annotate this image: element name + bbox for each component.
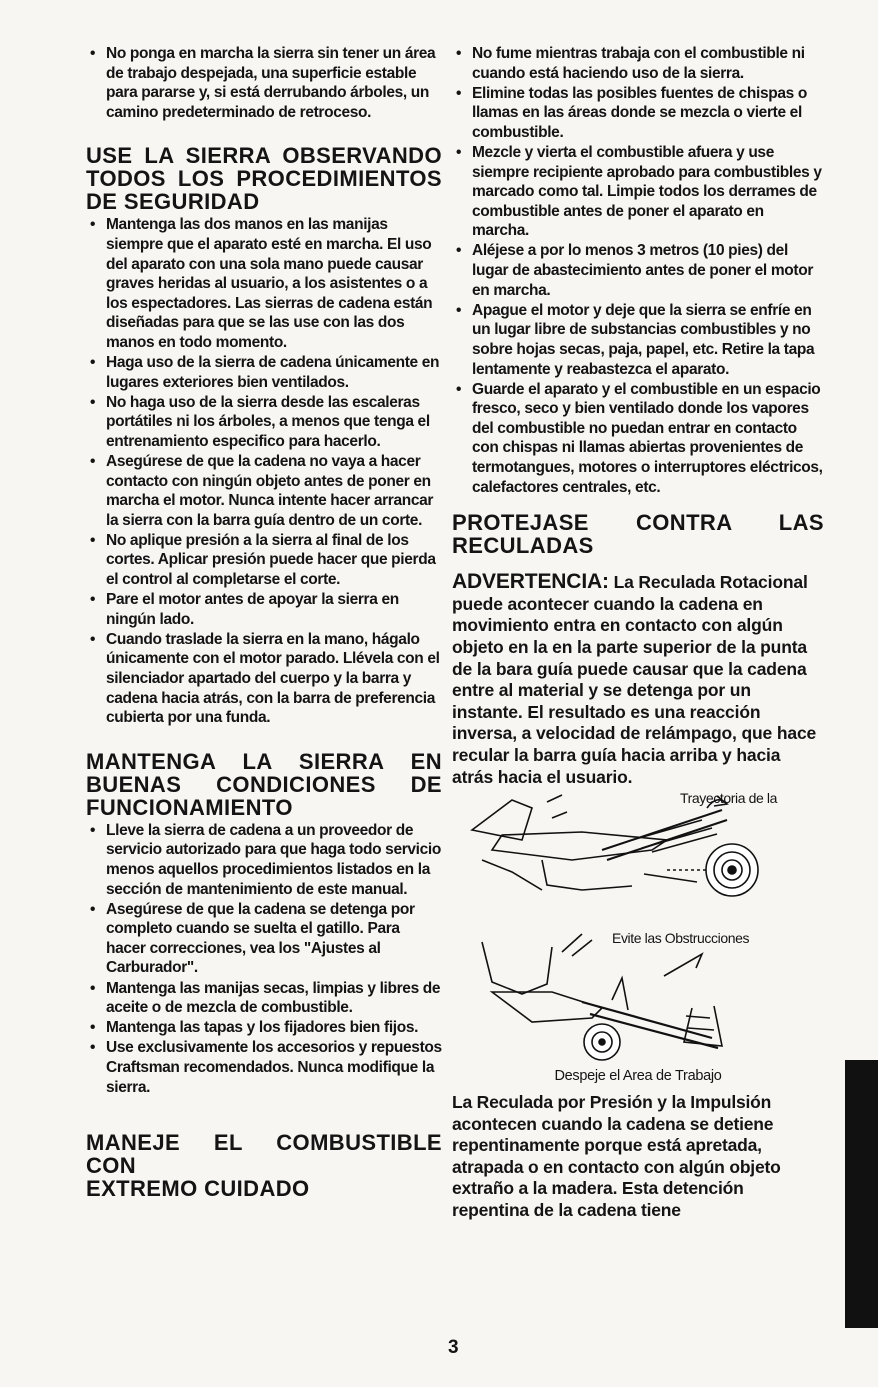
list-item: • Aléjese a por lo menos 3 metros (10 pies) del lugar de abastecimiento antes de poner el motor en marcha.: [452, 241, 824, 300]
list-item: • Asegúrese de que la cadena se detenga por completo cuando se suelta el gatillo. Para hacer correcciones, vea los "Ajustes al Carburador".: [86, 900, 442, 978]
section-heading-maintain: MANTENGA LA SIERRA EN BUENAS CONDICIONES DE FUNCIONAMIENTO: [86, 748, 442, 820]
page-number: 3: [448, 1337, 459, 1358]
list-item: • Apague el motor y deje que la sierra se enfríe en un lugar libre de substancias combustibles y no sobre hojas secas, paja, papel, etc. Retire la tapa lentamente y reabastezca el aparato.: [452, 301, 824, 379]
left-column: [86, 44, 442, 1202]
section-heading-kickback: PROTEJASE CONTRA LAS RECULADAS: [452, 510, 824, 559]
section-heading-use-saw: USE LA SIERRA OBSERVANDO TODOS LOS PROCEDIMIENTOS DE SEGURIDAD: [86, 143, 442, 215]
list-item: • Asegúrese de que la cadena no vaya a hacer contacto con ningún objeto antes de poner en marcha el motor. Nunca intente hacer arrancar la sierra con la barra guía dentro de un corte.: [86, 452, 442, 530]
list-item: • Pare el motor antes de apoyar la sierra en ningún lado.: [86, 590, 442, 629]
list-item: • No ponga en marcha la sierra sin tener un área de trabajo despejada, una superficie estable para pararse y, si está derrubando árboles, un camino predeterminado de retroceso.: [86, 44, 442, 122]
list-item: • Mantenga las manijas secas, limpias y libres de aceite o de mezcla de combustible.: [86, 979, 442, 1018]
list-item: • Guarde el aparato y el combustible en un espacio fresco, seco y bien ventilado donde los vapores del combustible no puedan entrar en contacto con chispas ni llamas abiertas provenientes de termotangues, motores o interruptores eléctricos, calefactores centrales, etc.: [452, 380, 824, 498]
edge-tab: [845, 1060, 878, 1328]
obstruction-label: Evite las Obstrucciones: [612, 930, 750, 947]
kickback-illustration: [452, 790, 824, 908]
obstruction-figure: [452, 922, 824, 1064]
warning-label: ADVERTENCIA:: [452, 570, 609, 594]
maintenance-bullet-list: [86, 821, 442, 1097]
right-column: [452, 44, 824, 1222]
kickback-figure: [452, 790, 824, 908]
trajectory-label: Trayectoria de la: [680, 790, 777, 807]
list-item: • Cuando traslade la sierra en la mano, hágalo únicamente con el motor parado. Llévela con el silenciador apartado del cuerpo y la barra y cadena hacia atrás, con la barra de preferencia cubierta por una funda.: [86, 630, 442, 728]
warning-paragraph: [452, 571, 824, 788]
list-item: • No haga uso de la sierra desde las escaleras portátiles ni los árboles, a menos que tenga el entrenamiento especifico para hacerlo.: [86, 393, 442, 452]
list-item: • No aplique presión a la sierra al final de los cortes. Aplicar presión puede hacer que pierda el control al completarse el corte.: [86, 531, 442, 590]
list-item: • Mantenga las dos manos en las manijas siempre que el aparato esté en marcha. El uso del aparato con una sola mano puede causar graves heridas al usuario, a los asistentes o a los espectadores. Las sierras de cadena están diseñadas para que se las use con las dos manos en todo momento.: [86, 215, 442, 352]
list-item: • Mezcle y vierta el combustible afuera y use siempre recipiente aprobado para combustibles y marcado como tal. Limpie todos los derrames de combustible antes de poner el aparato en marcha.: [452, 143, 824, 241]
closing-paragraph: La Reculada por Presión y la Impulsión acontecen cuando la cadena se detiene repentinamente porque está apretada, atrapada o en contacto con algún objeto extraño a la madera. Esta detención repentina de la cadena tiene: [452, 1092, 781, 1221]
list-item: • Use exclusivamente los accesorios y repuestos Craftsman recomendados. Nunca modifique la sierra.: [86, 1038, 442, 1097]
fuel-bullet-list: [452, 44, 824, 497]
list-item: • Mantenga las tapas y los fijadores bien fijos.: [86, 1018, 442, 1038]
warning-text: La Reculada Rotacional puede acontecer cuando la cadena en movimiento entra en contacto con algún objeto en la en la parte superior de la punta de la bara guía puede causar que la cadena entre al material y se detenga por un instante. El resultado es una reacción inversa, a velocidad de relámpago, que hace recular la barra guía hacia arriba y hacia atrás hacia el usuario.: [452, 572, 817, 787]
list-item: • Lleve la sierra de cadena a un proveedor de servicio autorizado para que haga todo servicio menos aquellos procedimientos listados en la sección de mantenimiento de este manual.: [86, 821, 442, 899]
list-item: • Haga uso de la sierra de cadena únicamente en lugares exteriores bien ventilados.: [86, 353, 442, 392]
list-item: • Elimine todas las posibles fuentes de chispas o llamas en las áreas donde se mezcla o vierte el combustible.: [452, 84, 824, 143]
section-heading-fuel: MANEJE EL COMBUSTIBLE CON EXTREMO CUIDADO: [86, 1130, 442, 1202]
intro-bullet-list: [86, 44, 442, 122]
figure-caption: Despeje el Area de Trabajo: [554, 1068, 722, 1085]
safety-bullet-list: [86, 215, 442, 727]
list-item: • No fume mientras trabaja con el combustible ni cuando está haciendo uso de la sierra.: [452, 44, 824, 83]
